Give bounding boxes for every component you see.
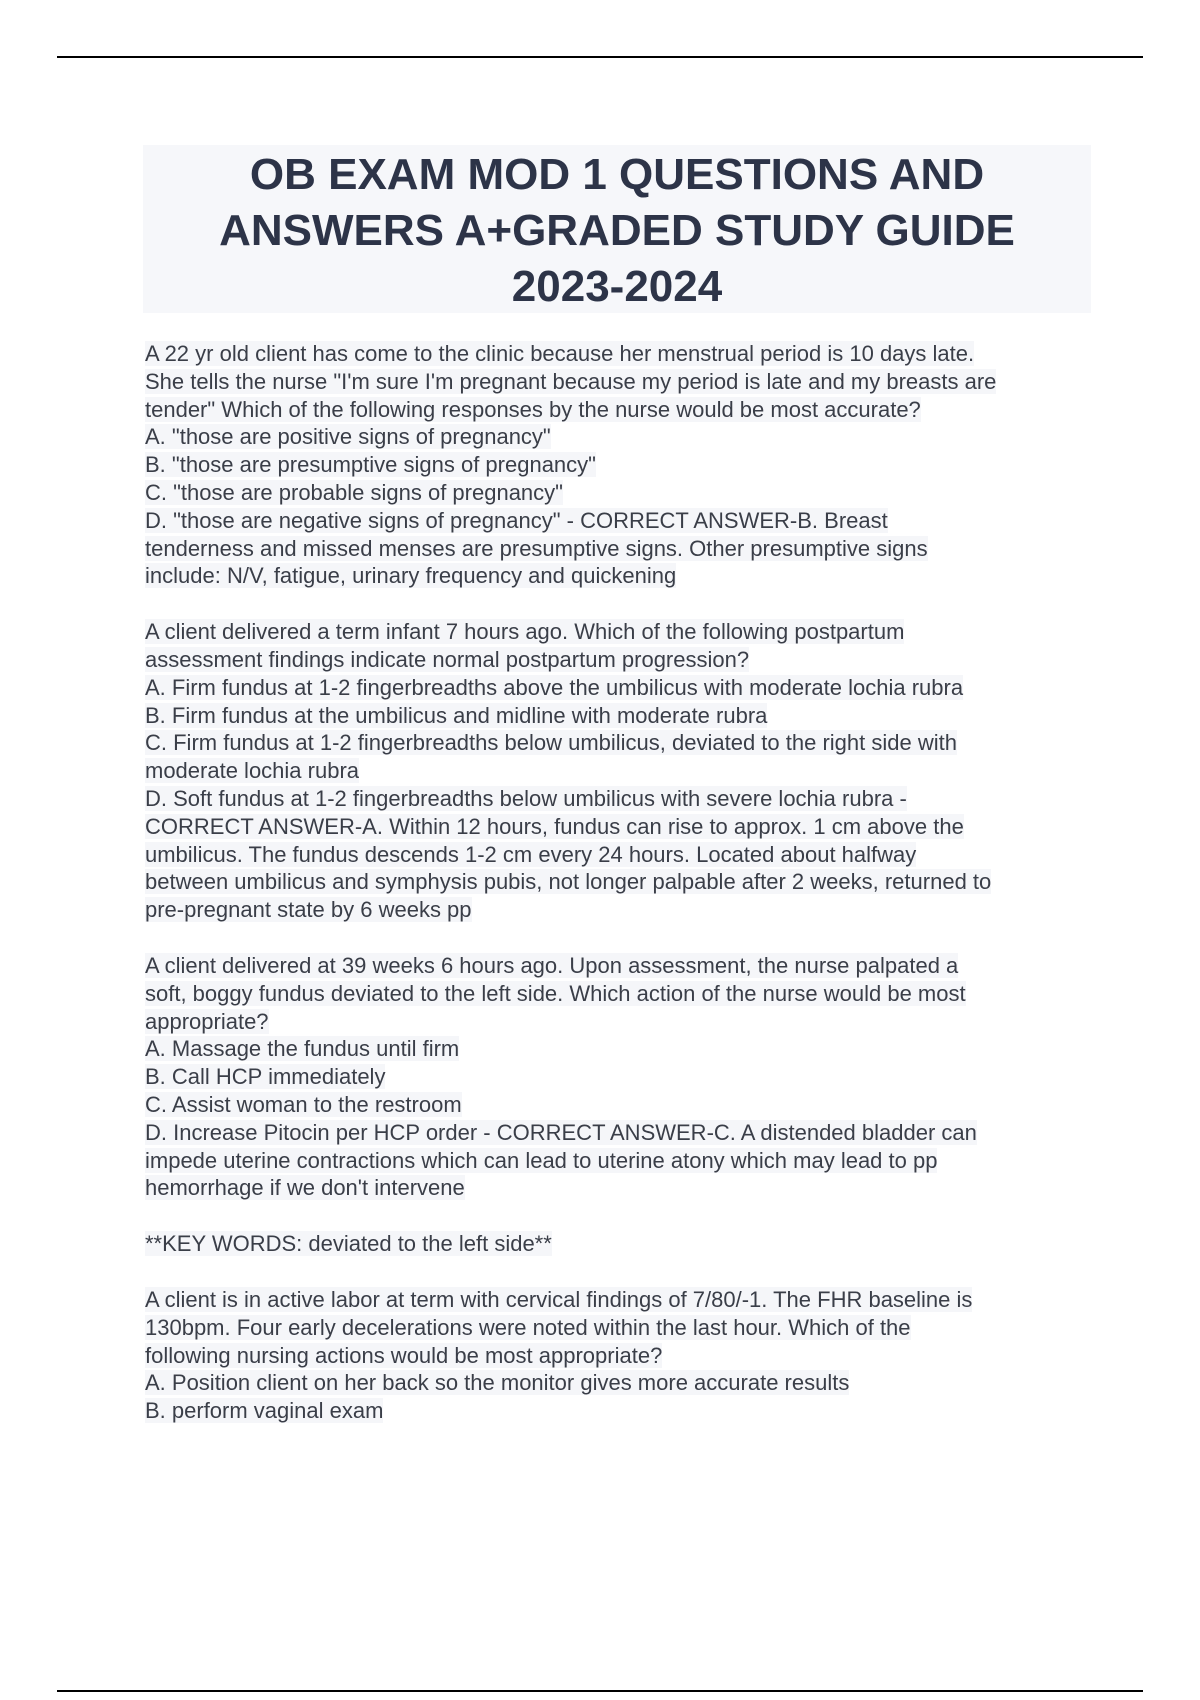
text-line-content: following nursing actions would be most appropriate? bbox=[145, 1342, 663, 1368]
text-line bbox=[145, 1174, 1135, 1202]
question-block bbox=[145, 1286, 1135, 1425]
text-line-content: A 22 yr old client has come to the clinic because her menstrual period is 10 days late. bbox=[145, 341, 975, 366]
text-line-content: hemorrhage if we don't intervene bbox=[145, 1175, 465, 1201]
text-line bbox=[145, 1119, 1135, 1147]
text-line-content: D. "those are negative signs of pregnancy" - CORRECT ANSWER-B. Breast bbox=[145, 507, 888, 533]
text-line-content: tender" Which of the following responses by the nurse would be most accurate? bbox=[145, 396, 921, 422]
document-title-line-1: OB EXAM MOD 1 QUESTIONS AND bbox=[249, 150, 985, 199]
text-line bbox=[145, 952, 1135, 980]
text-line bbox=[145, 1035, 1135, 1063]
document-title-line-3: 2023-2024 bbox=[511, 262, 723, 311]
text-line bbox=[145, 1063, 1135, 1091]
text-line-content: A. Firm fundus at 1-2 fingerbreadths above the umbilicus with moderate lochia rubra bbox=[145, 674, 964, 700]
question-block bbox=[145, 618, 1135, 924]
text-line bbox=[145, 785, 1135, 813]
text-line bbox=[145, 396, 1135, 424]
text-line-content: CORRECT ANSWER-A. Within 12 hours, fundus can rise to approx. 1 cm above the bbox=[145, 813, 964, 839]
text-line bbox=[145, 535, 1135, 563]
document-title-box bbox=[143, 145, 1091, 313]
question-block bbox=[145, 1230, 1135, 1258]
text-line bbox=[145, 757, 1135, 785]
text-line-content: between umbilicus and symphysis pubis, not longer palpable after 2 weeks, returned to bbox=[145, 869, 992, 895]
text-line-content: **KEY WORDS: deviated to the left side** bbox=[145, 1231, 552, 1257]
text-line-content: A. Massage the fundus until firm bbox=[145, 1036, 460, 1062]
text-line-content: D. Increase Pitocin per HCP order - CORRECT ANSWER-C. A distended bladder can bbox=[145, 1119, 977, 1145]
text-line-content: umbilicus. The fundus descends 1-2 cm every 24 hours. Located about halfway bbox=[145, 841, 917, 867]
text-line bbox=[145, 1342, 1135, 1370]
text-line-content: C. "those are probable signs of pregnancy" bbox=[145, 479, 563, 505]
text-line-content: B. "those are presumptive signs of pregnancy" bbox=[145, 452, 596, 478]
text-line-content: A. "those are positive signs of pregnancy" bbox=[145, 424, 551, 450]
text-line-content: B. perform vaginal exam bbox=[145, 1398, 384, 1424]
text-line bbox=[145, 813, 1135, 841]
text-line-content: C. Assist woman to the restroom bbox=[145, 1091, 462, 1117]
text-line-content: D. Soft fundus at 1-2 fingerbreadths below umbilicus with severe lochia rubra - bbox=[145, 785, 907, 811]
text-line bbox=[145, 1008, 1135, 1036]
text-line-content: tenderness and missed menses are presumptive signs. Other presumptive signs bbox=[145, 535, 928, 561]
text-line bbox=[145, 841, 1135, 869]
text-line bbox=[145, 1147, 1135, 1175]
text-line bbox=[145, 1230, 1135, 1258]
text-line-content: soft, boggy fundus deviated to the left side. Which action of the nurse would be most bbox=[145, 980, 966, 1006]
text-line-content: C. Firm fundus at 1-2 fingerbreadths below umbilicus, deviated to the right side with bbox=[145, 730, 957, 756]
text-line-content: include: N/V, fatigue, urinary frequency and quickening bbox=[145, 563, 677, 589]
text-line bbox=[145, 479, 1135, 507]
text-line bbox=[145, 368, 1135, 396]
text-line-content: A client delivered at 39 weeks 6 hours ago. Upon assessment, the nurse palpated a bbox=[145, 952, 959, 978]
question-block bbox=[145, 340, 1135, 590]
text-line-content: 130bpm. Four early decelerations were noted within the last hour. Which of the bbox=[145, 1314, 911, 1340]
document-title-line-2: ANSWERS A+GRADED STUDY GUIDE bbox=[219, 206, 1015, 255]
text-line-content: impede uterine contractions which can lead to uterine atony which may lead to pp bbox=[145, 1147, 938, 1173]
text-line-content: moderate lochia rubra bbox=[145, 758, 360, 784]
text-line bbox=[145, 702, 1135, 730]
text-line bbox=[145, 1091, 1135, 1119]
text-line bbox=[145, 868, 1135, 896]
text-line bbox=[145, 507, 1135, 535]
question-block bbox=[145, 952, 1135, 1202]
text-line-content: She tells the nurse "I'm sure I'm pregnant because my period is late and my breasts are bbox=[145, 368, 997, 394]
header-divider bbox=[57, 56, 1143, 58]
text-line-content: appropriate? bbox=[145, 1008, 269, 1034]
text-line bbox=[145, 1369, 1135, 1397]
text-line bbox=[145, 618, 1135, 646]
text-line bbox=[145, 562, 1135, 590]
text-line-content: A client is in active labor at term with cervical findings of 7/80/-1. The FHR baseline is bbox=[145, 1286, 973, 1312]
text-line bbox=[145, 729, 1135, 757]
text-line-content: A client delivered a term infant 7 hours ago. Which of the following postpartum bbox=[145, 619, 905, 645]
text-line bbox=[145, 896, 1135, 924]
text-line-content: assessment findings indicate normal postpartum progression? bbox=[145, 646, 750, 672]
text-line-content: A. Position client on her back so the monitor gives more accurate results bbox=[145, 1370, 850, 1396]
text-line-content: B. Call HCP immediately bbox=[145, 1064, 386, 1090]
text-line bbox=[145, 451, 1135, 479]
text-line bbox=[145, 674, 1135, 702]
footer-divider bbox=[57, 1690, 1143, 1692]
text-line bbox=[145, 1397, 1135, 1425]
document-body bbox=[145, 340, 1135, 1453]
text-line bbox=[145, 1314, 1135, 1342]
text-line bbox=[145, 1286, 1135, 1314]
text-line bbox=[145, 646, 1135, 674]
text-line bbox=[145, 423, 1135, 451]
text-line-content: B. Firm fundus at the umbilicus and midline with moderate rubra bbox=[145, 702, 768, 728]
text-line bbox=[145, 340, 1135, 368]
text-line bbox=[145, 980, 1135, 1008]
text-line-content: pre-pregnant state by 6 weeks pp bbox=[145, 897, 472, 923]
